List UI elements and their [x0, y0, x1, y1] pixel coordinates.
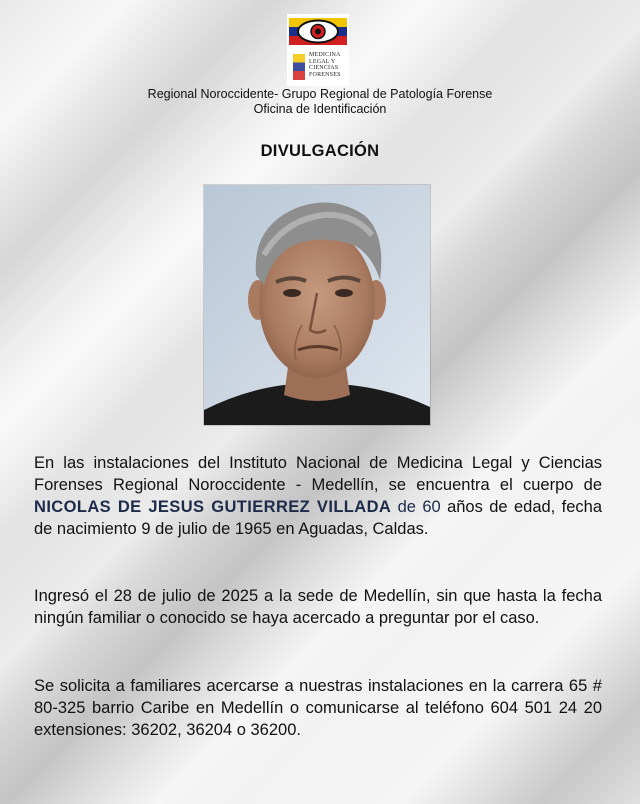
header-office: Oficina de Identificación: [253, 102, 387, 116]
logo-wordmark: MEDICINA LEGAL Y CIENCIAS FORENSES: [309, 52, 341, 78]
person-photo: [204, 185, 430, 425]
logo-stripes: [293, 54, 305, 80]
header-organization: Regional Noroccidente- Grupo Regional de Patología Forense: [147, 87, 493, 101]
paragraph-admission: Ingresó el 28 de julio de 2025 a la sede de Medellín, sin que hasta la fecha ningún familiar o conocido se haya acercado a preguntar por el caso.: [34, 587, 602, 627]
deceased-name: NICOLAS DE JESUS GUTIERREZ VILLADA: [34, 498, 392, 516]
deceased-age: de 60: [391, 498, 441, 516]
paragraph-contact: Se solicita a familiares acercarse a nuestras instalaciones en la carrera 65 # 80-325 barrio Caribe en Medellín o comunicarse al teléfono 604 501 24 20 extensiones: 36202, 36204 o 36200.: [34, 677, 602, 739]
page-title: DIVULGACIÓN: [260, 142, 380, 160]
paragraph-intro: En las instalaciones del Instituto Nacional de Medicina Legal y Ciencias Forenses Regional Noroccidente - Medellín, se encuentra el cuerpo de: [34, 454, 602, 494]
paragraph-details: años de edad, fecha de nacimiento 9 de julio de 1965 en Aguadas, Caldas.: [34, 498, 603, 538]
eye-emblem-icon: [287, 14, 349, 50]
institution-logo: [287, 14, 349, 86]
paragraph-identification: [34, 452, 602, 540]
